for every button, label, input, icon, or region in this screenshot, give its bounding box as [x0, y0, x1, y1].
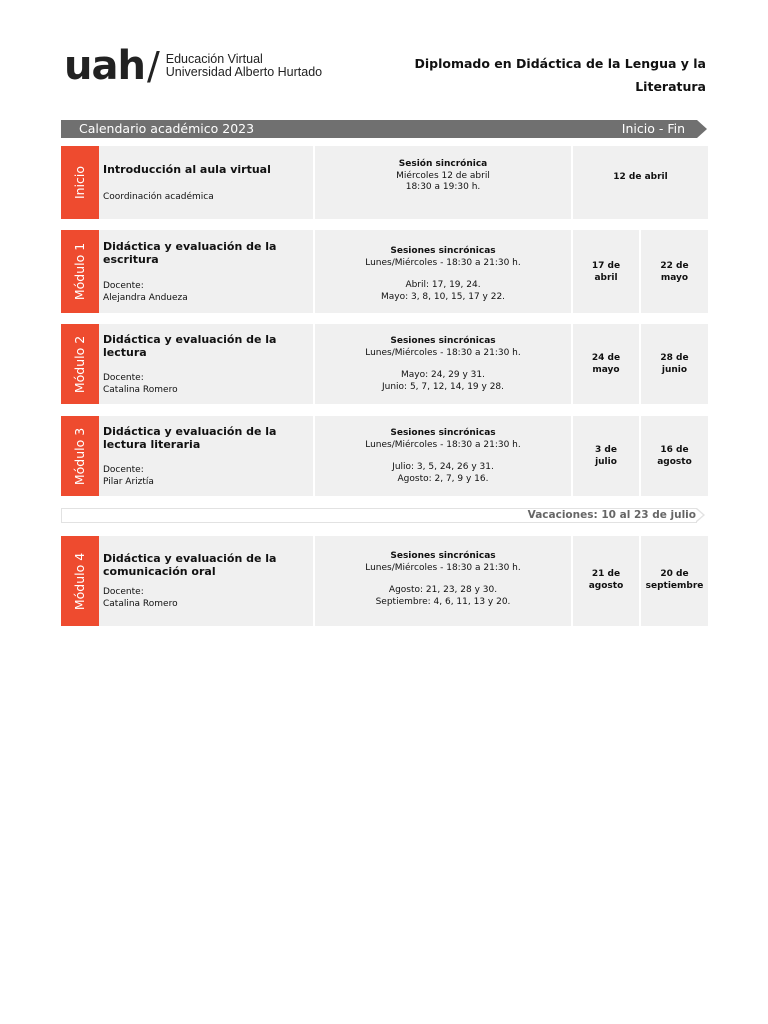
- session-line: Lunes/Miércoles - 18:30 a 21:30 h.: [365, 257, 521, 268]
- teacher-name: Catalina Romero: [103, 599, 178, 609]
- session-line: 18:30 a 19:30 h.: [405, 182, 481, 192]
- row-tab: [61, 536, 99, 626]
- session-dates: Julio: 3, 5, 24, 26 y 31.: [392, 462, 494, 472]
- start-date: 17 de abril: [591, 261, 621, 283]
- session-cell: [315, 324, 571, 404]
- teacher-name: Alejandra Andueza: [103, 293, 188, 303]
- teacher-label: Docente:: [103, 465, 144, 475]
- course-cell: [99, 416, 313, 496]
- teacher-label: Docente:: [103, 587, 144, 597]
- row-tab: [61, 230, 99, 313]
- session-heading: Sesiones sincrónicas: [390, 551, 496, 561]
- teacher-label: Docente:: [103, 373, 144, 383]
- end-date: 22 de mayo: [660, 261, 689, 283]
- start-date-cell: [573, 416, 639, 496]
- course-cell: [99, 146, 313, 219]
- logo-slash: /: [146, 44, 160, 88]
- course-title: Didáctica y evaluación de la lectura: [103, 333, 277, 359]
- calendar-row-inicio: [61, 146, 708, 219]
- row-tab-label: Módulo 4: [72, 552, 88, 610]
- session-dates: Agosto: 2, 7, 9 y 16.: [397, 473, 489, 484]
- start-date: 21 de agosto: [588, 569, 624, 591]
- calendar-header-title: Calendario académico 2023: [79, 121, 255, 136]
- calendar-header-bar: [61, 120, 697, 138]
- session-cell: [315, 536, 571, 626]
- end-date-cell: [641, 536, 708, 626]
- session-line: Lunes/Miércoles - 18:30 a 21:30 h.: [365, 347, 521, 358]
- end-date: 16 de agosto: [657, 445, 692, 467]
- course-cell: [99, 230, 313, 313]
- course-title: Didáctica y evaluación de la escritura: [103, 240, 277, 266]
- session-dates: Mayo: 3, 8, 10, 15, 17 y 22.: [380, 291, 506, 302]
- row-tab: [61, 324, 99, 404]
- header-arrow-icon: [697, 120, 707, 138]
- calendar-header-range: Inicio - Fin: [621, 121, 685, 136]
- session-line: Lunes/Miércoles - 18:30 a 21:30 h.: [365, 562, 521, 573]
- logo-line-1: Educación Virtual: [165, 52, 263, 66]
- vacation-banner: [61, 508, 697, 523]
- calendar-row-modulo-2: [61, 324, 708, 404]
- row-tab-label: Módulo 1: [72, 242, 88, 301]
- teacher-name: Catalina Romero: [103, 385, 178, 395]
- start-date: 12 de abril: [613, 172, 668, 182]
- session-dates: Junio: 5, 7, 12, 14, 19 y 28.: [381, 381, 505, 392]
- start-date-cell: [573, 536, 639, 626]
- start-date: 24 de mayo: [591, 353, 621, 375]
- calendar-row-modulo-3: [61, 416, 708, 496]
- session-line: Lunes/Miércoles - 18:30 a 21:30 h.: [365, 439, 521, 450]
- vacation-text: Vacaciones: 10 al 23 de julio: [527, 509, 696, 521]
- course-cell: [99, 324, 313, 404]
- course-title: Introducción al aula virtual: [103, 163, 271, 176]
- course-cell: [99, 536, 313, 626]
- row-tab-label: Módulo 3: [72, 427, 88, 485]
- uah-logo: [64, 43, 323, 89]
- course-title: Didáctica y evaluación de la comunicación oral: [103, 552, 277, 578]
- calendar-row-modulo-1: [61, 230, 708, 313]
- end-date-cell: [641, 230, 708, 313]
- date-cell: [573, 146, 708, 219]
- session-heading: Sesión sincrónica: [398, 159, 488, 169]
- session-dates: Abril: 17, 19, 24.: [405, 280, 481, 290]
- session-cell: [315, 230, 571, 313]
- row-tab: [61, 416, 99, 496]
- logo-line-2: Universidad Alberto Hurtado: [165, 65, 323, 79]
- start-date: 3 de julio: [595, 445, 617, 467]
- session-dates: Agosto: 21, 23, 28 y 30.: [388, 585, 498, 595]
- start-date-cell: [573, 324, 639, 404]
- row-tab: [61, 146, 99, 219]
- end-date: 28 de junio: [660, 353, 689, 375]
- session-cell: [315, 146, 571, 219]
- end-date: 20 de septiembre: [645, 569, 704, 591]
- session-dates: Mayo: 24, 29 y 31.: [401, 370, 485, 380]
- teacher-label: Docente:: [103, 281, 144, 291]
- session-heading: Sesiones sincrónicas: [390, 336, 496, 346]
- session-line: Miércoles 12 de abril: [396, 170, 490, 181]
- session-heading: Sesiones sincrónicas: [390, 246, 496, 256]
- course-coordinator: Coordinación académica: [103, 192, 214, 202]
- logo-text: [166, 53, 322, 79]
- session-heading: Sesiones sincrónicas: [390, 428, 496, 438]
- calendar-row-modulo-4: [61, 536, 708, 626]
- session-cell: [315, 416, 571, 496]
- session-dates: Septiembre: 4, 6, 11, 13 y 20.: [375, 596, 511, 607]
- course-title: Didáctica y evaluación de la lectura literaria: [103, 425, 277, 451]
- logo-mark: uah: [64, 43, 145, 89]
- document-title: Diplomado en Didáctica de la Lengua y la Literatura: [414, 56, 706, 94]
- teacher-name: Pilar Ariztía: [103, 477, 154, 487]
- end-date-cell: [641, 416, 708, 496]
- end-date-cell: [641, 324, 708, 404]
- start-date-cell: [573, 230, 639, 313]
- row-tab-label: Módulo 2: [72, 335, 88, 393]
- row-tab-label: Inicio: [72, 165, 88, 200]
